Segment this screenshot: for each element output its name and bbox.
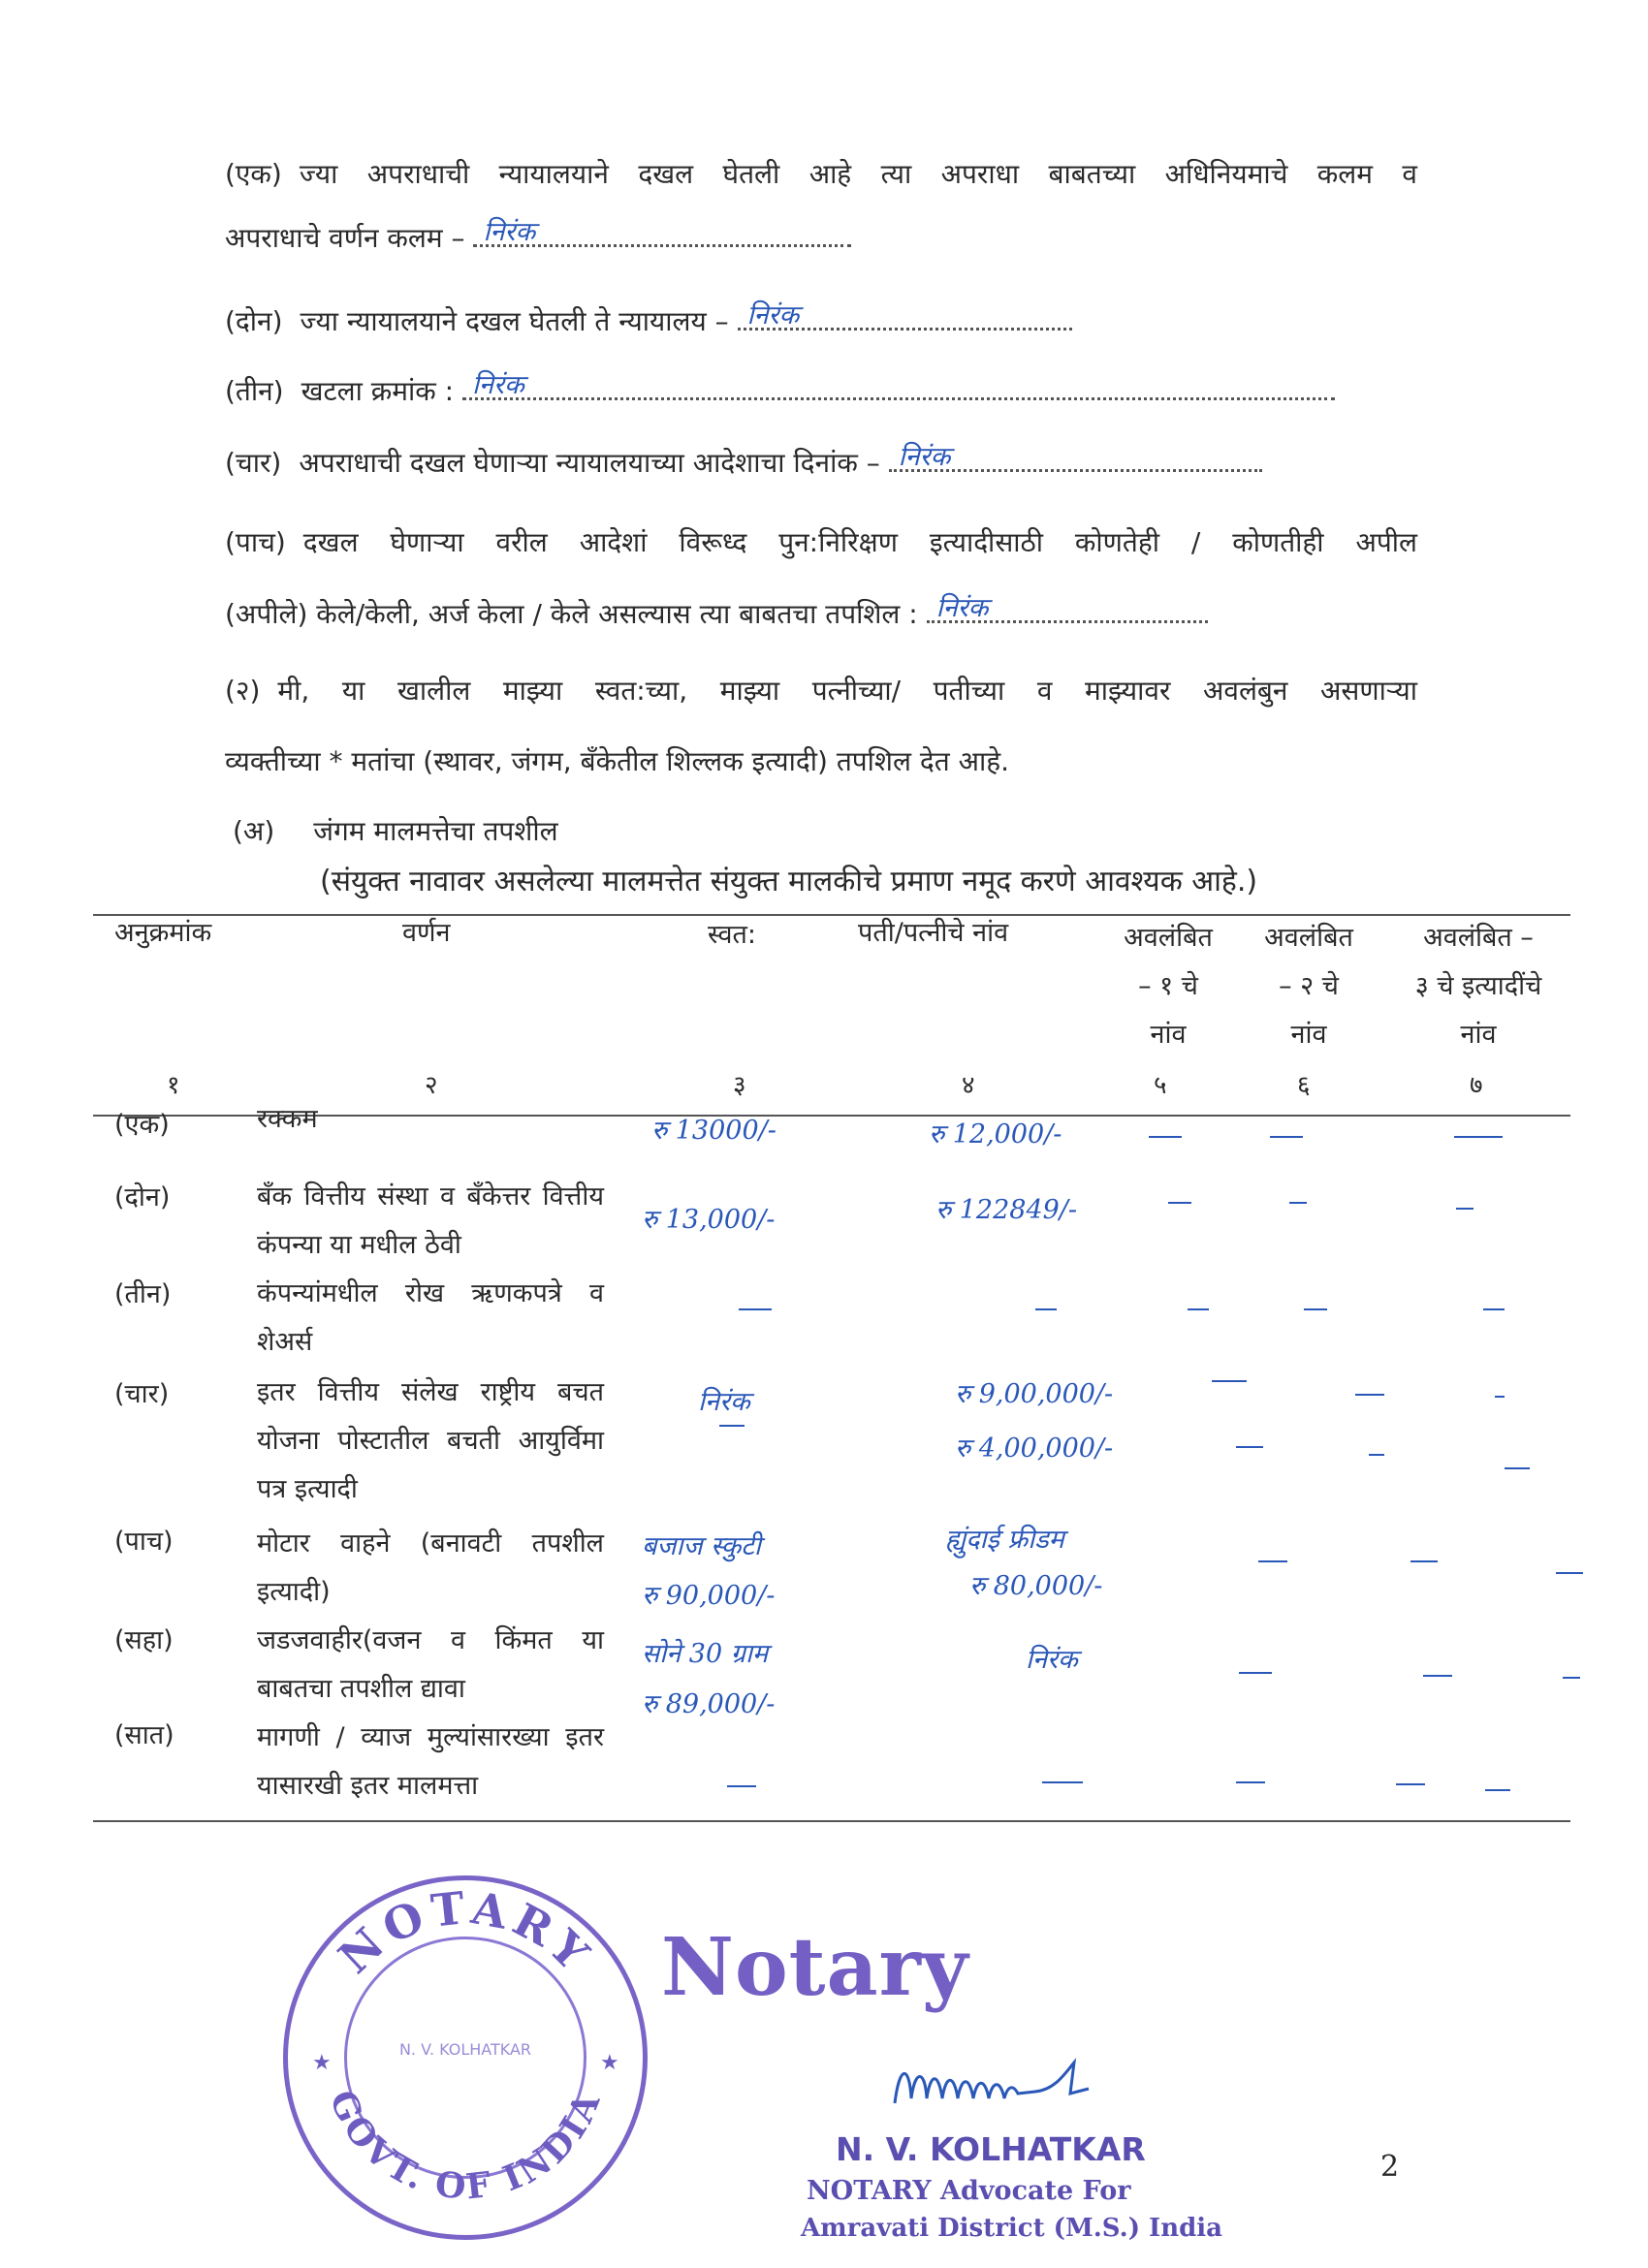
colnum-7: ७ [1470,1071,1483,1100]
para-don [225,302,1072,341]
header-dependent-2-line1: अवलंबित [1264,923,1353,953]
para-char-handwriting: निरंक [898,442,951,472]
seal-bottom-text: GOVT. OF INDIA [321,2084,610,2208]
page-number: 2 [1380,2150,1400,2184]
para-ek-handwriting: निरंक [483,217,536,247]
row-6-dep2-dash [1423,1675,1452,1677]
para-pach-text: दखल घेणाऱ्या वरील आदेशां विरूध्द पुन:निरिक्षण इत्यादीसाठी कोणतेही / कोणतीही अपील [302,526,1417,558]
seal-inner-text: N. V. KOLHATKAR [398,2040,532,2059]
row-7-label: (सात) [114,1720,174,1750]
section-a-note: (संयुक्त नावावर असलेल्या मालमत्तेत संयुक्त मालकीचे प्रमाण नमूद करणे आवश्यक आहे.) [320,865,1258,898]
row-6-dep1-dash [1239,1672,1272,1674]
para-teen-label: (तीन) [225,375,284,407]
header-dependent-3-line1: अवलंबित – [1423,923,1534,953]
row-4-dep3-dash-1 [1495,1396,1505,1398]
row-4-self: निरंक [698,1387,750,1417]
para-pach-line2 [225,595,1208,634]
para-teen-handwriting: निरंक [472,370,524,400]
para-pach-line2-text: (अपीले) केले/केली, अर्ज केला / केले असल्यास त्या बाबतचा तपशिल : [225,598,918,630]
para-pach-label: (पाच) [225,526,286,558]
row-5-self-2: रु 90,000/- [642,1581,776,1611]
row-4-dep1-dash-1 [1212,1380,1247,1382]
para-char-fill [889,442,1262,472]
header-dependent-1-line1: अवलंबित [1124,923,1213,953]
colnum-6: ६ [1297,1071,1311,1100]
row-6-dep3-dash [1563,1677,1580,1679]
row-4-dep3-dash-2 [1505,1467,1530,1469]
row-3-spouse-dash [1035,1308,1057,1310]
row-2-dep3-dash [1456,1208,1474,1210]
header-dependent-3-line3: नांव [1460,1020,1497,1050]
header-spouse: पती/पत्नीचे नांव [858,918,1009,948]
row-4-spouse: रु 9,00,000/- [955,1379,1114,1409]
header-dependent-1-line2: – १ चे [1138,971,1198,1001]
row-5-dep3-dash [1556,1572,1583,1574]
para-two-label: (२) [225,675,261,707]
row-4-label: (चार) [114,1379,170,1409]
colnum-5: ५ [1154,1071,1167,1100]
row-7-self-dash [727,1785,756,1787]
header-dependent-2-line3: नांव [1290,1020,1327,1050]
header-dependent-3 [1386,914,1570,1059]
row-4-dep2-dash-1 [1355,1394,1384,1396]
row-5-dep2-dash [1410,1560,1438,1562]
notary-seal-text-ring [288,1880,643,2235]
notary-stamp-word: Notary [661,1921,969,2014]
notary-signature [890,2045,1113,2123]
section-a-title: जंगम मालमत्तेचा तपशील [313,815,558,847]
para-ek-fill [473,217,851,247]
para-don-text: ज्या न्यायालयाने दखल घेतली ते न्यायालय – [300,305,729,337]
row-7-dep1-dash [1236,1781,1265,1783]
row-2-desc: बँक वित्तीय संस्था व बँकेत्तर वित्तीय कंपन्या या मधील ठेवी [257,1181,604,1260]
seal-top-text: NOTARY [328,1881,603,1984]
row-7-desc: मागणी / व्याज मुल्यांसारख्या इतर यासारखी इतर मालमत्ता [257,1722,604,1801]
header-self: स्वत: [708,920,757,950]
header-dependent-2 [1246,914,1372,1059]
header-dependent-1 [1095,914,1241,1059]
para-two-line2-text: व्यक्तीच्या * मतांचा (स्थावर, जंगम, बँकेतील शिल्लक इत्यादी) तपशिल देत आहे. [225,745,1009,777]
para-teen-text: खटला क्रमांक : [301,375,455,407]
para-pach-fill [927,593,1208,623]
row-6-self-2: रु 89,000/- [642,1689,776,1719]
row-4-dep2-dash-2 [1369,1454,1384,1456]
row-3-dep3-dash [1483,1308,1505,1310]
para-ek-text: ज्या अपराधाची न्यायालयाने दखल घेतली आहे त्या अपराधा बाबतच्या अधिनियमाचे कलम व [299,158,1417,190]
header-dependent-2-line2: – २ चे [1279,971,1339,1001]
row-1-dep3-dash [1454,1136,1503,1138]
para-two [225,672,1417,710]
colnum-3: ३ [733,1071,746,1100]
row-1-dep1-dash [1149,1136,1182,1138]
para-don-handwriting: निरंक [746,300,800,331]
header-serial: अनुक्रमांक [114,918,212,948]
row-4-desc: इतर वित्तीय संलेख राष्ट्रीय बचत योजना पोस्टातील बचती आयुर्विमा पत्र इत्यादी [257,1377,604,1504]
row-4-self-dash [719,1425,745,1427]
para-don-label: (दोन) [225,305,283,337]
row-6-label: (सहा) [114,1625,174,1655]
row-5-spouse: ह्युंदाई फ्रीडम [945,1525,1064,1555]
row-5-self: बजाज स्कुटी [642,1531,761,1561]
para-ek [225,155,1417,194]
signature-place: Amravati District (M.S.) India [801,2214,1223,2243]
colnum-1: १ [167,1071,180,1100]
para-two-text: मी, या खालील माझ्या स्वत:च्या, माझ्या पत्नीच्या/ पतीच्या व माझ्यावर अवलंबुन असणाऱ्या [277,675,1417,707]
colnum-2: २ [425,1071,438,1100]
header-dependent-1-line3: नांव [1150,1020,1187,1050]
para-ek-line2 [225,219,851,258]
row-6-desc: जडजवाहीर(वजन व किंमत या बाबतचा तपशील द्यावा [257,1625,604,1704]
row-7-dep2-dash [1396,1783,1425,1785]
row-2-spouse: रु 122849/- [935,1195,1078,1225]
para-ek-label: (एक) [225,158,282,190]
para-pach [225,523,1417,562]
row-6-self: सोने 30 ग्राम [642,1639,769,1669]
row-5-label: (पाच) [114,1527,174,1557]
row-1-label: (एक) [114,1110,170,1140]
para-ek-line2-text: अपराधाचे वर्णन कलम – [225,222,465,254]
row-7-dep3-dash [1485,1789,1510,1791]
row-3-dep2-dash [1304,1308,1327,1310]
row-3-dep1-dash [1188,1308,1209,1310]
seal-star-right-icon: ★ [600,2051,619,2075]
row-2-dep1-dash [1168,1202,1191,1204]
section-a-label: (अ) [233,815,275,847]
row-1-self: रु 13000/- [651,1116,776,1146]
row-1-dep2-dash [1270,1136,1303,1138]
para-char-text: अपराधाची दखल घेणाऱ्या न्यायालयाच्या आदेशाचा दिनांक – [299,447,880,479]
row-2-dep2-dash [1289,1202,1307,1204]
row-1-spouse: रु 12,000/- [929,1119,1062,1150]
row-3-desc: कंपन्यांमधील रोख ऋणकपत्रे व शेअर्स [257,1278,604,1357]
table-bottom-rule [93,1820,1570,1822]
svg-text:GOVT. OF INDIA [321,2085,609,2208]
row-6-spouse: निरंक [1026,1645,1078,1675]
row-2-self: रु 13,000/- [642,1205,776,1235]
header-description: वर्णन [402,918,451,948]
para-pach-handwriting: निरंक [935,593,989,623]
para-two-line2 [225,742,1009,781]
row-3-self-dash [739,1308,772,1310]
notary-seal [283,1875,648,2240]
signature-title: NOTARY Advocate For [807,2176,1131,2206]
para-char [225,444,1262,483]
colnum-4: ४ [962,1071,975,1100]
row-1-desc: रक्कम [257,1104,318,1134]
row-7-spouse-dash [1042,1781,1083,1783]
seal-star-left-icon: ★ [312,2051,332,2075]
row-5-desc: मोटार वाहने (बनावटी तपशील इत्यादी) [257,1528,604,1607]
row-4-spouse-2: रु 4,00,000/- [955,1433,1114,1464]
row-3-label: (तीन) [114,1279,172,1309]
row-4-dep1-dash-2 [1236,1446,1263,1448]
para-don-fill [738,300,1072,331]
para-teen-fill [462,370,1335,400]
svg-text:NOTARY [329,1881,603,1984]
para-char-label: (चार) [225,447,282,479]
header-dependent-3-line2: ३ चे इत्यादींचे [1414,971,1542,1001]
row-5-dep1-dash [1258,1560,1287,1562]
para-teen [225,372,1335,411]
section-a-heading [233,812,558,851]
row-2-label: (दोन) [114,1182,171,1213]
row-5-spouse-2: रु 80,000/- [969,1571,1103,1601]
signature-name: N. V. KOLHATKAR [836,2130,1146,2168]
